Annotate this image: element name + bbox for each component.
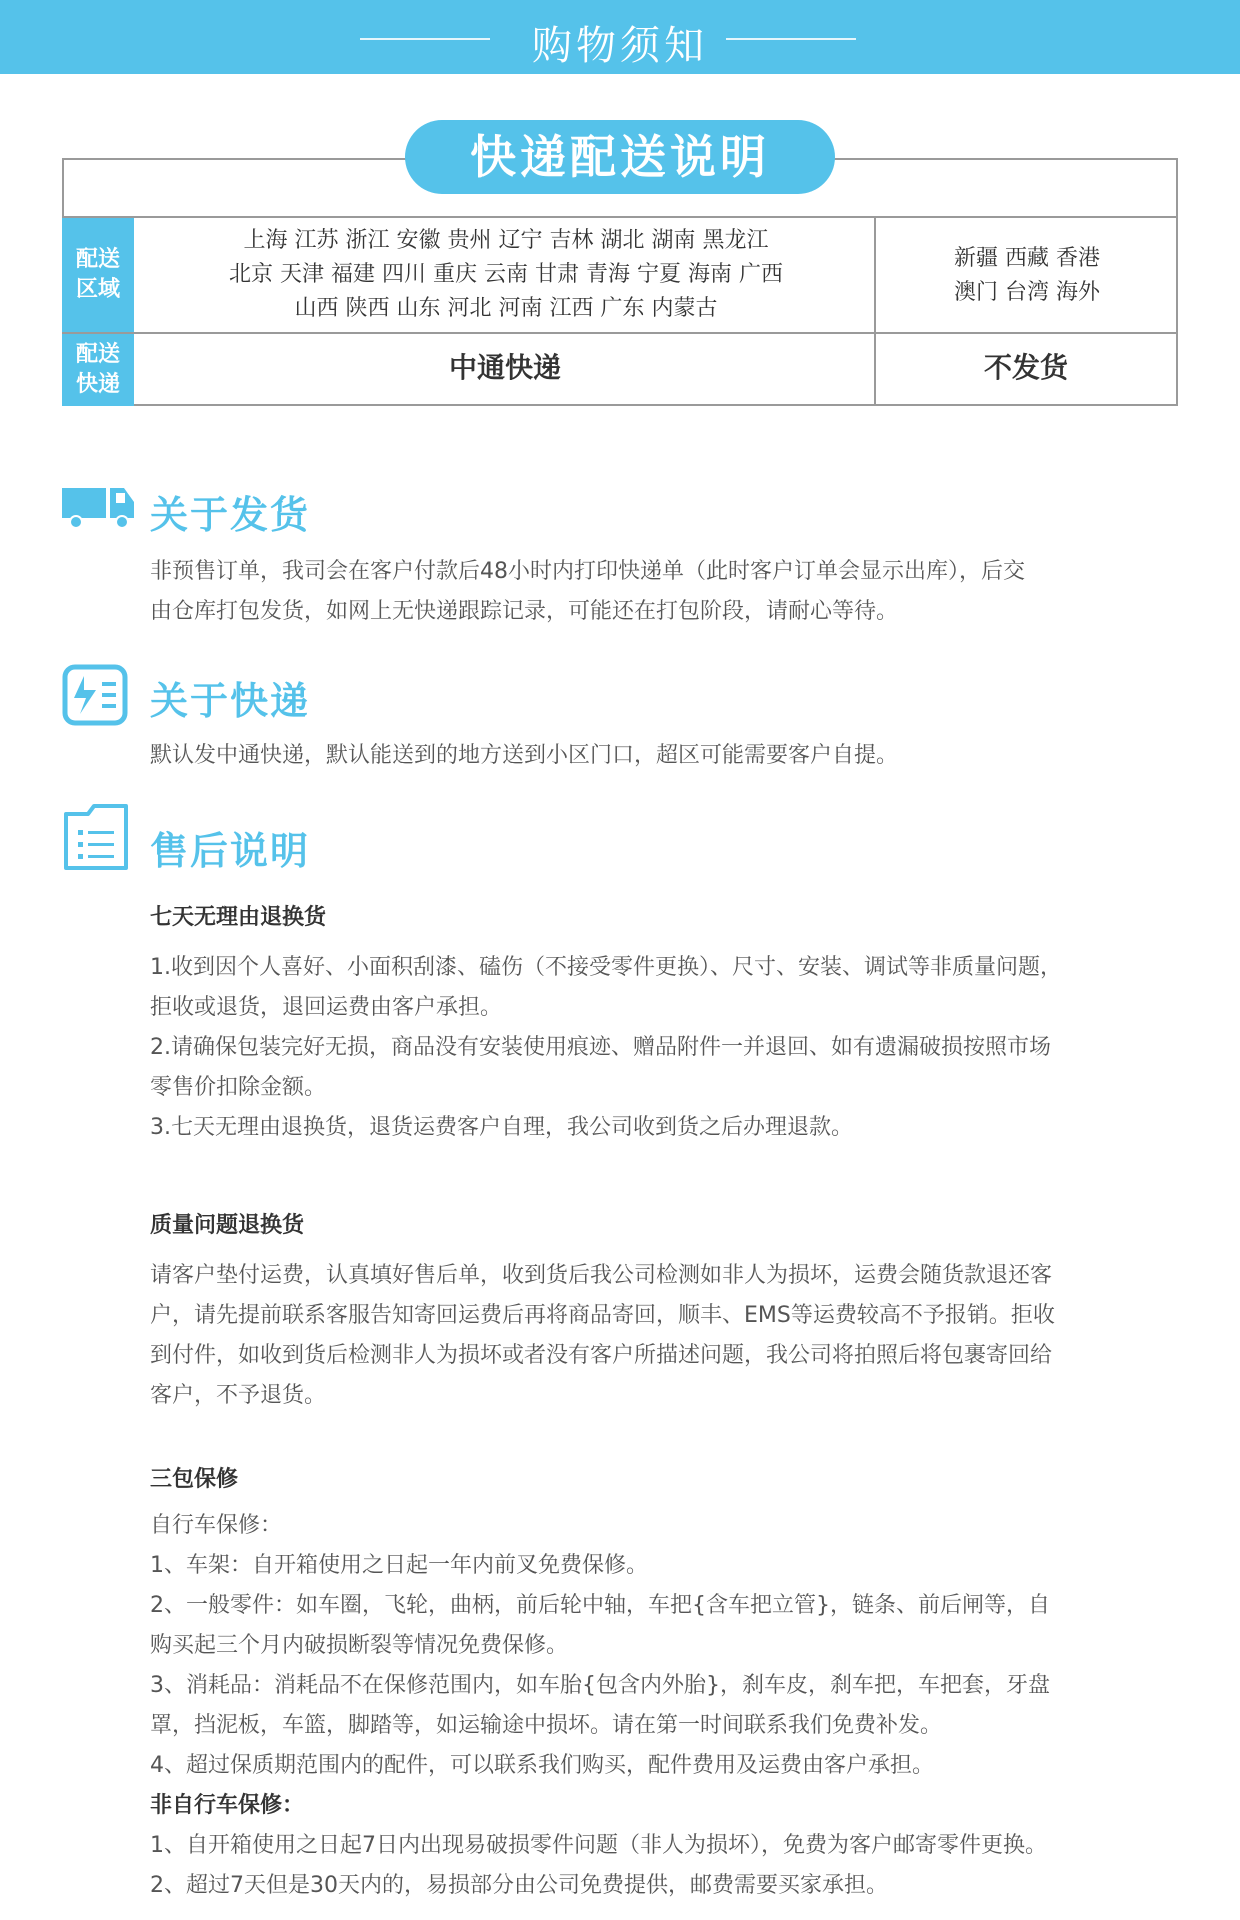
paragraph-line: 3、消耗品：消耗品不在保修范围内，如车胎{包含内外胎}，刹车皮，刹车把，车把套，牙盘 xyxy=(150,1673,1050,1698)
nonbike-warranty-title: 非自行车保修： xyxy=(150,1793,305,1818)
section-title-aftersale: 售后说明 xyxy=(150,829,311,873)
document-list-icon xyxy=(62,802,130,876)
paragraph-line: 1、车架：自开箱使用之日起一年内前叉免费保修。 xyxy=(150,1553,648,1578)
paragraph-line: 默认发中通快递，默认能送到的地方送到小区门口，超区可能需要客户自提。 xyxy=(150,743,899,768)
no-shipping-text: 不发货 xyxy=(983,351,1068,384)
express-icon xyxy=(62,664,128,730)
banner-title: 购物须知 xyxy=(532,23,708,69)
warranty-title: 三包保修 xyxy=(150,1467,239,1492)
paragraph-line: 拒收或退货，退回运费由客户承担。 xyxy=(150,995,503,1020)
regions-line: 北京 天津 福建 四川 重庆 云南 甘肃 青海 宁夏 海南 广西 xyxy=(229,262,783,287)
express-label-line: 快递 xyxy=(75,372,120,397)
section-title-express: 关于快递 xyxy=(150,679,311,723)
paragraph-line: 到付件，如收到货后检测非人为损坏或者没有客户所描述问题，我公司将拍照后将包裹寄回给 xyxy=(150,1343,1053,1368)
paragraph-line: 2、超过7天但是30天内的，易损部分由公司免费提供，邮费需要买家承担。 xyxy=(150,1873,888,1898)
banner-divider-right xyxy=(726,38,856,40)
paragraph-line: 户，请先提前联系客服告知寄回运费后再将商品寄回，顺丰、EMS等运费较高不予报销。拒收 xyxy=(150,1303,1055,1328)
shipping-title: 快递配送说明 xyxy=(405,120,835,194)
quality-return-title: 质量问题退换货 xyxy=(150,1213,305,1238)
paragraph-line: 罩，挡泥板，车篮，脚踏等，如运输途中损坏。请在第一时间联系我们免费补发。 xyxy=(150,1713,943,1738)
express-label xyxy=(62,334,134,406)
paragraph-line: 3.七天无理由退换货，退货运费客户自理，我公司收到货之后办理退款。 xyxy=(150,1115,853,1140)
seven-day-return-terms xyxy=(150,948,1200,1148)
paragraph-line: 2.请确保包装完好无损，商品没有安装使用痕迹、赠品附件一并退回、如有遗漏破损按照市场 xyxy=(150,1035,1051,1060)
express-label-line: 配送 xyxy=(75,342,120,367)
paragraph-line: 请客户垫付运费，认真填好售后单，收到货后我公司检测如非人为损坏，运费会随货款退还客 xyxy=(150,1263,1053,1288)
regions-line: 山西 陕西 山东 河北 河南 江西 广东 内蒙古 xyxy=(294,296,718,321)
bike-warranty-title: 自行车保修： xyxy=(150,1513,283,1538)
paragraph-line: 购买起三个月内破损断裂等情况免费保修。 xyxy=(150,1633,569,1658)
paragraph-line: 非预售订单，我司会在客户付款后48小时内打印快递单（此时客户订单会显示出库），后交 xyxy=(150,559,1025,584)
paragraph-line: 由仓库打包发货，如网上无快递跟踪记录，可能还在打包阶段，请耐心等待。 xyxy=(150,599,899,624)
regions-line: 澳门 台湾 海外 xyxy=(954,280,1100,305)
delivery-regions xyxy=(136,224,876,326)
carrier-name: 中通快递 xyxy=(448,351,561,384)
region-label xyxy=(62,218,134,332)
regions-line: 上海 江苏 浙江 安徽 贵州 辽宁 吉林 湖北 湖南 黑龙江 xyxy=(243,228,769,253)
regions-line: 新疆 西藏 香港 xyxy=(954,246,1100,271)
paragraph-line: 1、自开箱使用之日起7日内出现易破损零件问题（非人为损坏），免费为客户邮寄零件更换。 xyxy=(150,1833,1047,1858)
excluded-regions xyxy=(878,242,1176,310)
truck-icon xyxy=(62,482,136,534)
region-label-line: 区域 xyxy=(75,277,120,302)
table-divider xyxy=(62,216,1178,218)
delivery-description xyxy=(150,552,1190,632)
express-description xyxy=(150,736,1190,776)
paragraph-line: 2、一般零件：如车圈，飞轮，曲柄，前后轮中轴，车把{含车把立管}，链条、前后闸等，自 xyxy=(150,1593,1050,1618)
paragraph-line: 1.收到因个人喜好、小面积刮漆、磕伤（不接受零件更换）、尺寸、安装、调试等非质量问题， xyxy=(150,955,1062,980)
warranty-terms xyxy=(150,1506,1200,1906)
quality-return-terms xyxy=(150,1256,1200,1416)
table-divider xyxy=(62,332,1178,334)
top-banner xyxy=(0,0,1240,74)
region-label-line: 配送 xyxy=(75,247,120,272)
paragraph-line: 客户，不予退货。 xyxy=(150,1383,327,1408)
paragraph-line: 零售价扣除金额。 xyxy=(150,1075,327,1100)
section-title-delivery: 关于发货 xyxy=(150,493,311,537)
paragraph-line: 4、超过保质期范围内的配件，可以联系我们购买，配件费用及运费由客户承担。 xyxy=(150,1753,934,1778)
seven-day-return-title: 七天无理由退换货 xyxy=(150,905,327,930)
